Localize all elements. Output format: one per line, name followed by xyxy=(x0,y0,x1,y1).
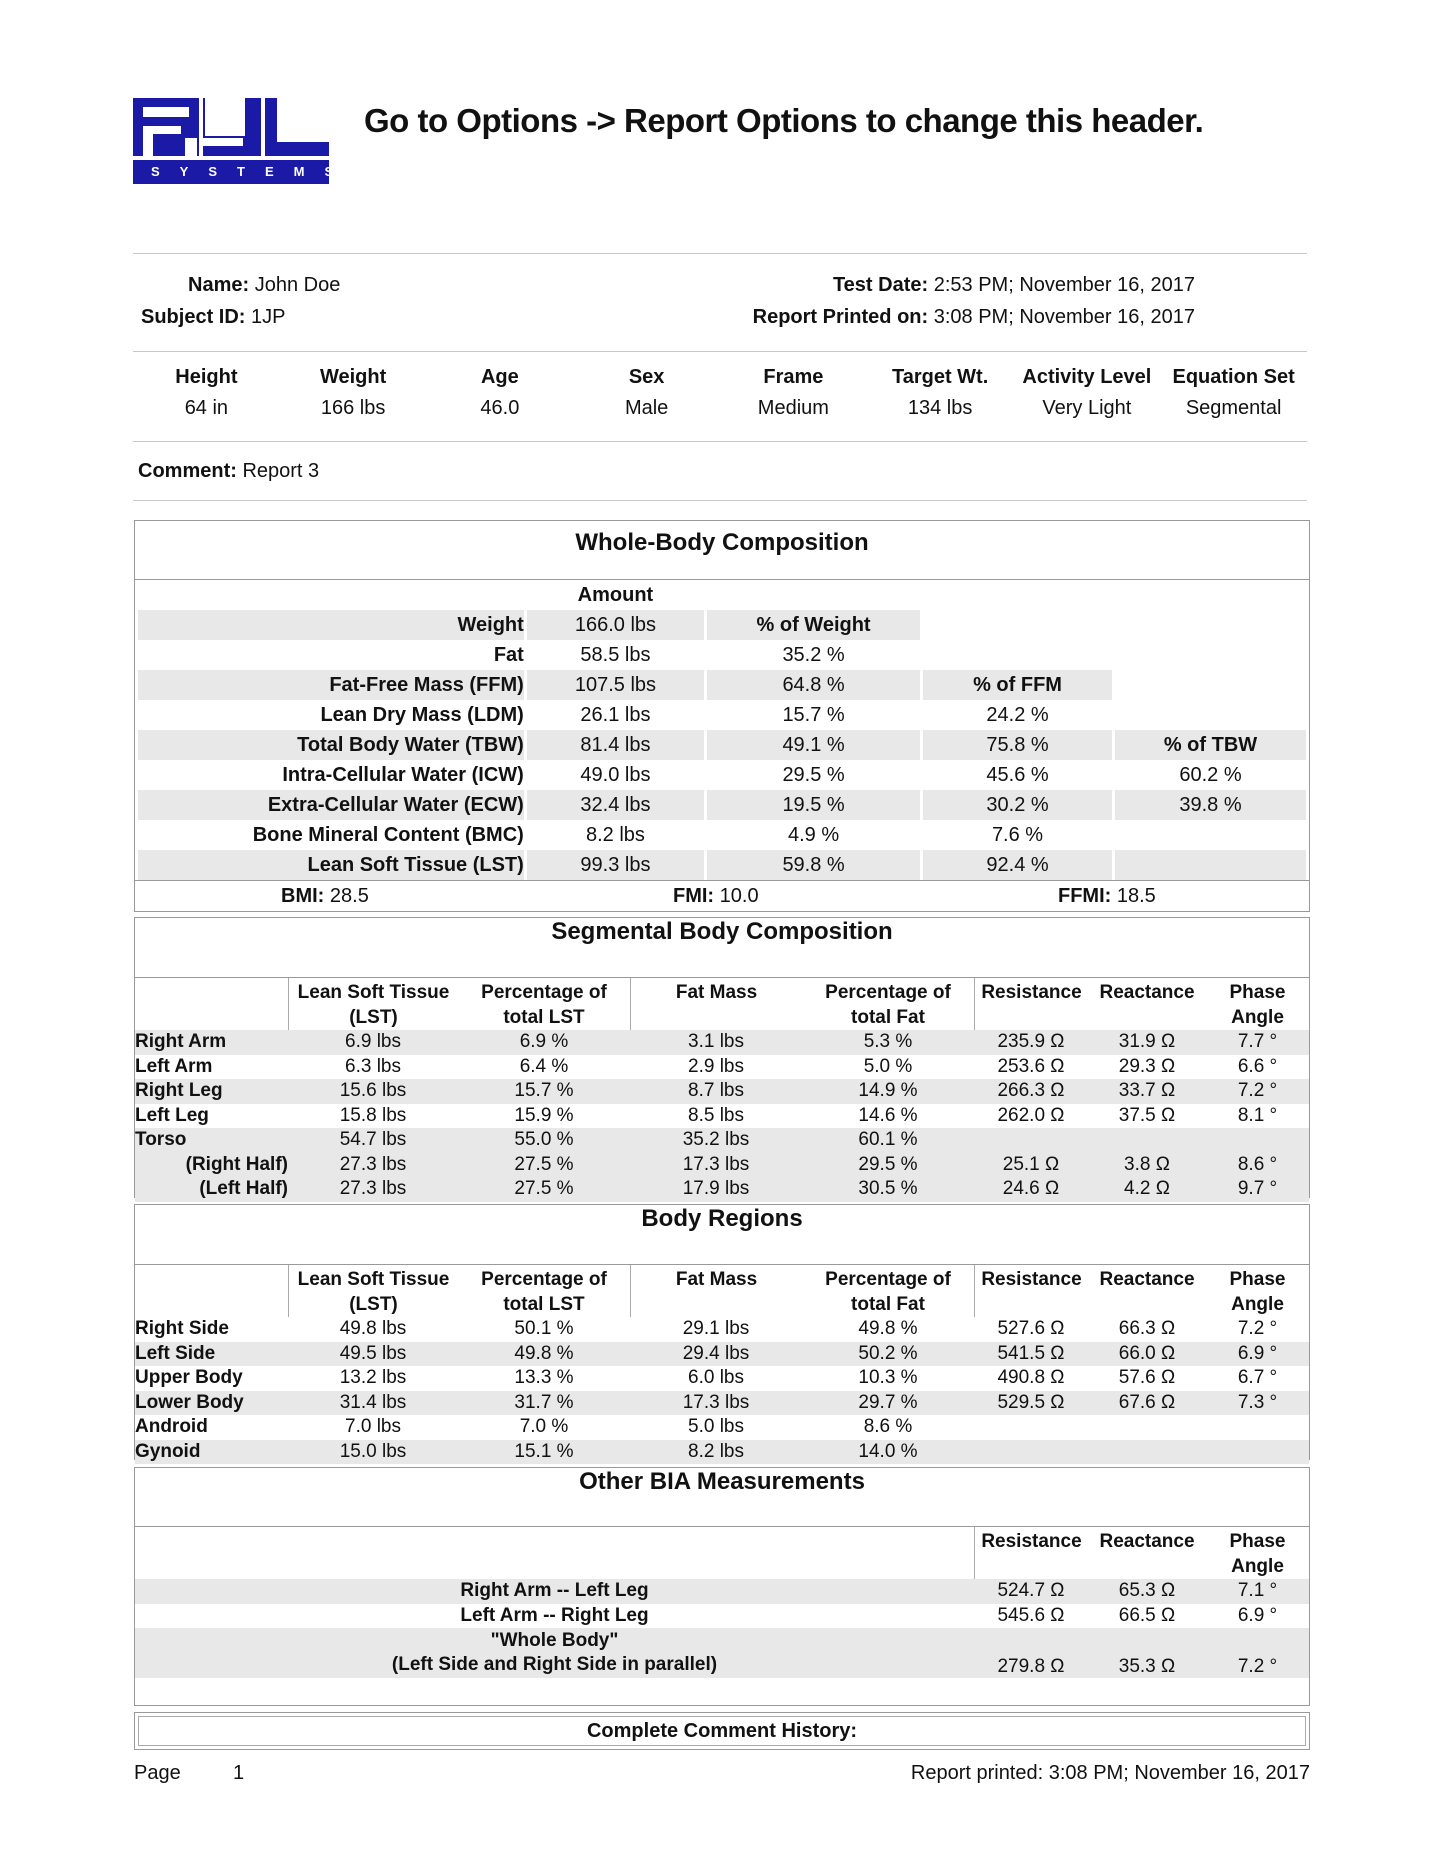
divider xyxy=(133,441,1307,442)
table-row: Fat 58.5 lbs 35.2 % xyxy=(493,643,845,666)
table-row: Lean Dry Mass (LDM) 26.1 lbs 15.7 % 24.2 % xyxy=(320,703,1049,726)
table-row: Fat-Free Mass (FFM) 107.5 lbs 64.8 % % of FFM xyxy=(138,670,1306,700)
table-row: Extra-Cellular Water (ECW) 32.4 lbs 19.5 % 30.2 % 39.8 % xyxy=(138,790,1306,820)
table-row: Right Arm 6.9 lbs 6.9 % 3.1 lbs 5.3 % 235.9 Ω 31.9 Ω 7.7 ° xyxy=(135,1030,1309,1055)
report-header-title: Go to Options -> Report Options to change this header. xyxy=(364,102,1204,139)
segmental-table: Lean Soft Tissue (LST) Percentage of total LST Fat Mass Percentage of total Fat Resistance Reactance Phase Angle Right Arm 6.9 lbs 6.9 % 3.1 lbs 5.3 % 235.9 Ω 31.9 Ω 7.7 ° Left Arm 6.3 lbs 6.4 % 2.9 lbs 5.0 % 253.6 Ω 29.3 Ω 6.6 ° Right Leg 15.6 lbs 15.7 % 8.7 lbs 14.9 % 266.3 Ω 33.7 Ω 7.2 ° Left Leg 15.8 lbs 15.9 % 8.5 lbs 14.6 % 262.0 Ω 37.5 Ω 8.1 ° Torso 54.7 lbs 55.0 % 35.2 lbs 60.1 % (Right Half) 27.3 lbs 27.5 % 17.3 lbs 29.5 % 25.1 Ω 3.8 Ω 8.6 ° (Left Half) 27.3 lbs 27.5 % 17.9 lbs 30.5 % 24.6 Ω 4.2 Ω 9.7 ° xyxy=(135,978,1309,1202)
whole-body-table: Amount Weight 166.0 lbs % of Weight Fat 58.5 lbs 35.2 % Fat-Free Mass (FFM) 107.5 lbs 64.8 % % of FFM Lean Dry Mass (LDM) 26.1 lbs 15.7 % 24.2 % Total Body Water (TBW) 81.4 lbs 49.1 % 75.8 % % of TBW Intra-Cellular Water (ICW) 49.0 lbs 29.5 % 45.6 % 60.2 % Extra-Cellular Water (ECW) 32.4 lbs 19.5 % 30.2 % 39.8 % Bone Mineral Content (BMC) 8.2 lbs 4.9 % 7.6 % Lean Soft Tissue (LST) 99.3 lbs 59.8 % 92.4 % xyxy=(135,580,1309,880)
comment xyxy=(138,460,319,483)
table-row: Total Body Water (TBW) 81.4 lbs 49.1 % 75.8 % % of TBW xyxy=(138,730,1306,760)
report-printed-value: 3:08 PM; November 16, 2017 xyxy=(933,306,1195,328)
table-row: Left Arm 6.3 lbs 6.4 % 2.9 lbs 5.0 % 253.6 Ω 29.3 Ω 6.6 ° xyxy=(135,1055,1278,1077)
rjl-logo xyxy=(133,98,354,186)
table-row: Bone Mineral Content (BMC) 8.2 lbs 4.9 % 7.6 % xyxy=(252,823,1044,846)
table-row: Lower Body 31.4 lbs 31.7 % 17.3 lbs 29.7 % 529.5 Ω 67.6 Ω 7.3 ° xyxy=(135,1391,1309,1416)
comment-history-box xyxy=(134,1712,1310,1750)
table-row: Left Arm -- Right Leg 545.6 Ω 66.5 Ω 6.9 ° xyxy=(460,1604,1278,1626)
stat-height: Height 64 in xyxy=(175,366,238,419)
test-date-value: 2:53 PM; November 16, 2017 xyxy=(933,274,1195,296)
table-row: Right Arm -- Left Leg 524.7 Ω 65.3 Ω 7.1 ° xyxy=(135,1579,1309,1604)
section-title: Other BIA Measurements xyxy=(579,1468,865,1495)
section-title: Segmental Body Composition xyxy=(551,918,893,945)
report-printed-label: Report Printed on: xyxy=(752,306,929,328)
segmental-table-box xyxy=(134,977,1310,1198)
other-bia-table: Resistance Reactance Phase Angle Right Arm -- Left Leg 524.7 Ω 65.3 Ω 7.1 ° Left Arm -- Right Leg 545.6 Ω 66.5 Ω 6.9 ° "Whole Body" (Left Side and Right Side in parallel) 279.8 Ω 35.3 Ω 7.2 ° xyxy=(135,1527,1309,1678)
comment-history-title: Complete Comment History: xyxy=(138,1716,1306,1746)
ffmi: FFMI: 18.5 xyxy=(1058,885,1156,907)
comment-label: Comment: xyxy=(138,460,237,482)
report-printed xyxy=(753,306,1195,329)
subject-id-value: 1JP xyxy=(251,306,286,328)
divider xyxy=(133,253,1307,254)
name-value: John Doe xyxy=(254,274,341,296)
name-label: Name: xyxy=(188,274,250,296)
table-row: Left Side 49.5 lbs 49.8 % 29.4 lbs 50.2 % 541.5 Ω 66.0 Ω 6.9 ° xyxy=(135,1342,1309,1367)
table-row: Right Leg 15.6 lbs 15.7 % 8.7 lbs 14.9 % 266.3 Ω 33.7 Ω 7.2 ° xyxy=(135,1079,1309,1104)
table-row: "Whole Body" (Left Side and Right Side in parallel) 279.8 Ω 35.3 Ω 7.2 ° xyxy=(135,1628,1309,1678)
whole-body-table-box xyxy=(134,579,1310,882)
page-number: 1 xyxy=(233,1762,245,1784)
whole-body-title-box xyxy=(134,520,1310,580)
stat-age: Age 46.0 xyxy=(480,366,520,419)
regions-title-box xyxy=(134,1204,1310,1265)
table-row: Gynoid 15.0 lbs 15.1 % 8.2 lbs 14.0 % xyxy=(135,1440,1309,1465)
test-date-label: Test Date: xyxy=(832,274,929,296)
other-bia-table-box xyxy=(134,1526,1310,1706)
table-row: Left Leg 15.8 lbs 15.9 % 8.5 lbs 14.6 % 262.0 Ω 37.5 Ω 8.1 ° xyxy=(135,1104,1278,1126)
other-bia-title-box xyxy=(134,1467,1310,1527)
logo-subtext: SYSTEMS xyxy=(151,164,354,179)
bmi: BMI: 28.5 xyxy=(281,885,369,907)
segmental-title-box xyxy=(134,917,1310,978)
subject-name xyxy=(188,274,340,297)
table-row: Intra-Cellular Water (ICW) 49.0 lbs 29.5 % 45.6 % 60.2 % xyxy=(282,763,1242,786)
table-row: (Left Half) 27.3 lbs 27.5 % 17.9 lbs 30.5 % 24.6 Ω 4.2 Ω 9.7 ° xyxy=(135,1177,1309,1202)
regions-table: Lean Soft Tissue (LST) Percentage of total LST Fat Mass Percentage of total Fat Resistance Reactance Phase Angle Right Side 49.8 lbs 50.1 % 29.1 lbs 49.8 % 527.6 Ω 66.3 Ω 7.2 ° Left Side 49.5 lbs 49.8 % 29.4 lbs 50.2 % 541.5 Ω 66.0 Ω 6.9 ° Upper Body 13.2 lbs 13.3 % 6.0 lbs 10.3 % 490.8 Ω 57.6 Ω 6.7 ° Lower Body 31.4 lbs 31.7 % 17.3 lbs 29.7 % 529.5 Ω 67.6 Ω 7.3 ° Android 7.0 lbs 7.0 % 5.0 lbs 8.6 % Gynoid 15.0 lbs 15.1 % 8.2 lbs 14.0 % xyxy=(135,1265,1309,1464)
stat-weight: Weight 166 lbs xyxy=(319,366,387,419)
table-row: (Right Half) 27.3 lbs 27.5 % 17.3 lbs 29.5 % 25.1 Ω 3.8 Ω 8.6 ° xyxy=(135,1153,1309,1178)
divider xyxy=(133,500,1307,501)
indices-box xyxy=(134,880,1310,912)
stat-equation-set: Equation Set Segmental xyxy=(1172,366,1295,419)
fmi: FMI: 10.0 xyxy=(673,885,759,907)
table-row: Torso 54.7 lbs 55.0 % 35.2 lbs 60.1 % xyxy=(135,1128,1309,1153)
subject-id-label: Subject ID: xyxy=(141,306,246,328)
stat-sex: Sex Male xyxy=(624,366,669,419)
table-row: Android 7.0 lbs 7.0 % 5.0 lbs 8.6 % xyxy=(135,1416,913,1438)
table-row: Right Side 49.8 lbs 50.1 % 29.1 lbs 49.8 % 527.6 Ω 66.3 Ω 7.2 ° xyxy=(135,1318,1278,1340)
stat-target-weight: Target Wt. 134 lbs xyxy=(891,366,989,419)
divider xyxy=(133,351,1307,352)
regions-table-box xyxy=(134,1264,1310,1460)
section-title: Body Regions xyxy=(641,1205,803,1232)
stat-frame: Frame Medium xyxy=(757,366,829,419)
stat-activity-level: Activity Level Very Light xyxy=(1022,366,1152,419)
table-row: Upper Body 13.2 lbs 13.3 % 6.0 lbs 10.3 % 490.8 Ω 57.6 Ω 6.7 ° xyxy=(135,1367,1278,1389)
page-label: Page xyxy=(134,1762,181,1784)
table-row: Lean Soft Tissue (LST) 99.3 lbs 59.8 % 92.4 % xyxy=(138,850,1306,880)
subject-id xyxy=(141,306,285,329)
comment-value: Report 3 xyxy=(242,460,320,482)
table-row: Weight 166.0 lbs % of Weight xyxy=(138,610,1306,640)
footer-printed: Report printed: 3:08 PM; November 16, 2017 xyxy=(910,1762,1310,1784)
section-title: Whole-Body Composition xyxy=(575,529,869,556)
subject-stats xyxy=(133,366,1307,420)
test-date xyxy=(833,274,1195,297)
